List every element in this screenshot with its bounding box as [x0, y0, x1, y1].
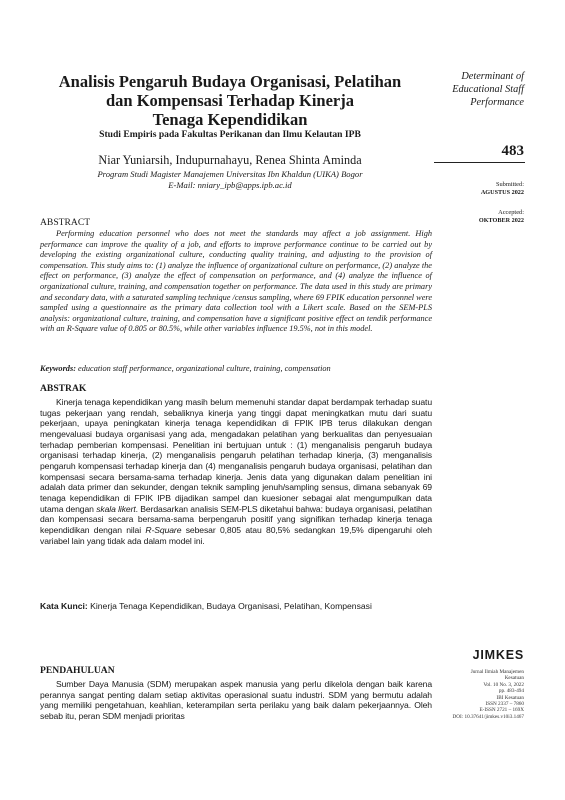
introduction-body: Sumber Daya Manusia (SDM) merupakan aspek manusia yang perlu dikelola dengan baik karena perannya sangat penting dalam setiap aktivitas operasional suatu industri. SDM yang bermutu adalah yang memiliki pengetahuan, keahlian, keterampilan serta perilaku yang baik dalam pekerjaannya. Oleh sebab itu, peran SDM menjadi prioritas: [40, 679, 432, 721]
journal-logo: JIMKES: [472, 648, 524, 662]
keywords-label: Keywords:: [40, 364, 76, 373]
keywords-line: [40, 364, 432, 373]
running-title-line-2: Educational Staff: [452, 84, 524, 95]
introduction-text: [40, 679, 432, 722]
affiliation-block: [40, 169, 420, 191]
abstract-body: Performing education personnel who does not meet the standards may affect a job assignment. High performance can improve the quality of a job, and efforts to improve performance continue to be carried out by developing the existing organizational culture, conducting quality training, and adjusting to the provision of compensation. This study aims to: (1) analyze the influence of organizational culture on performance, (2) analyze the effect on performance, (3) analyze the effect of compensation on performance, and (4) analyze the influence of organizational culture, training, and compensation together on performance. The data used in this study are primary and secondary data, with a saturated sampling technique /census sampling, where 69 FPIK education personnel were sampled using a questionnaire as the primary data collection tool with a Likert scale. Based on the SEM-PLS analysis: organizational culture, training, and compensation have a significant positive effect on tendik performance with an R-Square value of 0.805 or 80.5%, while other variables influence 19.5%, not in this model.: [40, 229, 432, 334]
abstract-heading: ABSTRACT: [40, 217, 91, 228]
kata-kunci-line: [40, 601, 432, 611]
paper-subtitle: Studi Empiris pada Fakultas Perikanan dan Ilmu Kelautan IPB: [99, 129, 361, 140]
submitted-label: Submitted:: [495, 181, 524, 188]
journal-meta-line: DOI: 10.37641/jimkes.v10i3.1467: [452, 713, 524, 720]
paper-title-line-2: dan Kompensasi Terhadap Kinerja: [105, 91, 354, 110]
running-title-line-1: Determinant of: [461, 71, 524, 82]
submitted-info: [430, 181, 524, 197]
author-list: Niar Yuniarsih, Indupurnahayu, Renea Shinta Aminda: [98, 153, 362, 167]
kata-kunci-label: Kata Kunci:: [40, 601, 88, 611]
accepted-label: Accepted:: [498, 209, 524, 216]
introduction-heading: PENDAHULUAN: [40, 665, 115, 676]
running-title-line-3: Performance: [470, 97, 524, 108]
abstrak-body-a: Kinerja tenaga kependidikan yang masih belum memenuhi standar dapat berdampak terhadap suatu tugas pekerjaan yang rendah, sebaliknya kinerja yang tinggi dapat meningkatkan mutu dari suatu pekerjaan, upaya peningkatan kinerja tenaga kependidikan di FPIK IPB terus dilakukan dengan mengevaluasi budaya organisasi yang ada, mengadakan pelatihan yang berkualitas dan penyesuaian terhadap pemberian kompensasi. Penelitian ini bertujuan untuk : (1) menganalisis pengaruh budaya organisasi terhadap kinerja, (2) menganalisis pengaruh pelatihan terhadap kinerja, (3) menganalisis pengaruh kompensasi terhadap kinerja dan (4) menganalisis pengaruh budaya organisasi, pelatihan dan kompensasi secara bersama-sama terhadap kinerja. Jenis data yang digunakan dalam penelitian ini adalah data primer dan sekunder, dengan teknik sampling jenuh/sampling sensus, dimana sebanyak 69 tenaga kependidikan di FPIK IPB dijadikan sampel dan kuesioner sebagai alat mengumpulkan data utama dengan: [40, 397, 432, 514]
abstrak-italic-scale: skala likert: [96, 503, 136, 514]
affiliation: Program Studi Magister Manajemen Universitas Ibn Khaldun (UIKA) Bogor: [97, 169, 363, 179]
kata-kunci-value: Kinerja Tenaga Kependidikan, Budaya Organisasi, Pelatihan, Kompensasi: [90, 601, 372, 611]
journal-meta: [430, 669, 524, 720]
journal-meta-line: Vol. 10 No. 3, 2022: [483, 681, 524, 688]
paper-title-line-1: Analisis Pengaruh Budaya Organisasi, Pelatihan: [58, 72, 402, 91]
journal-meta-line: Kesatuan: [504, 675, 524, 682]
abstrak-body-c: sebesar 0,805 atau 80,5% sedangkan 19,5% dipengaruhi oleh variabel lain yang tidak ada dalam model ini.: [40, 524, 432, 546]
paper-title: [40, 72, 420, 129]
journal-meta-line: IBI Kesatuan: [496, 694, 524, 701]
abstrak-body-b: . Berdasarkan analisis SEM-PLS diketahui bahwa: budaya organisasi, pelatihan dan kompensasi secara bersama-sama berpengaruh positif yang signifikan terhadap kinerja tenaga kependidikan dengan nilai: [40, 503, 432, 535]
paper-title-line-3: Tenaga Kependidikan: [152, 110, 308, 129]
abstrak-text: [40, 397, 432, 546]
abstrak-heading: ABSTRAK: [40, 383, 87, 394]
author-email: E-Mail: nniary_ipb@apps.ipb.ac.id: [168, 180, 292, 190]
accepted-value: OKTOBER 2022: [478, 217, 524, 224]
submitted-value: AGUSTUS 2022: [480, 189, 524, 196]
journal-meta-line: pp. 483-494: [498, 688, 524, 695]
journal-meta-line: Jurnal Ilmiah Manajemen: [470, 669, 524, 675]
abstract-text: [40, 229, 432, 335]
page-number: 483: [501, 143, 524, 159]
abstrak-italic-rsquare: R-Square: [145, 524, 182, 535]
journal-meta-line: E-ISSN 2721 – 169X: [479, 707, 524, 714]
accepted-info: [430, 209, 524, 225]
journal-meta-line: ISSN 2337 – 7860: [485, 701, 524, 708]
running-title: [440, 70, 524, 109]
page-number-rule: [434, 162, 525, 163]
keywords-value: education staff performance, organizational culture, training, compensation: [78, 364, 331, 373]
